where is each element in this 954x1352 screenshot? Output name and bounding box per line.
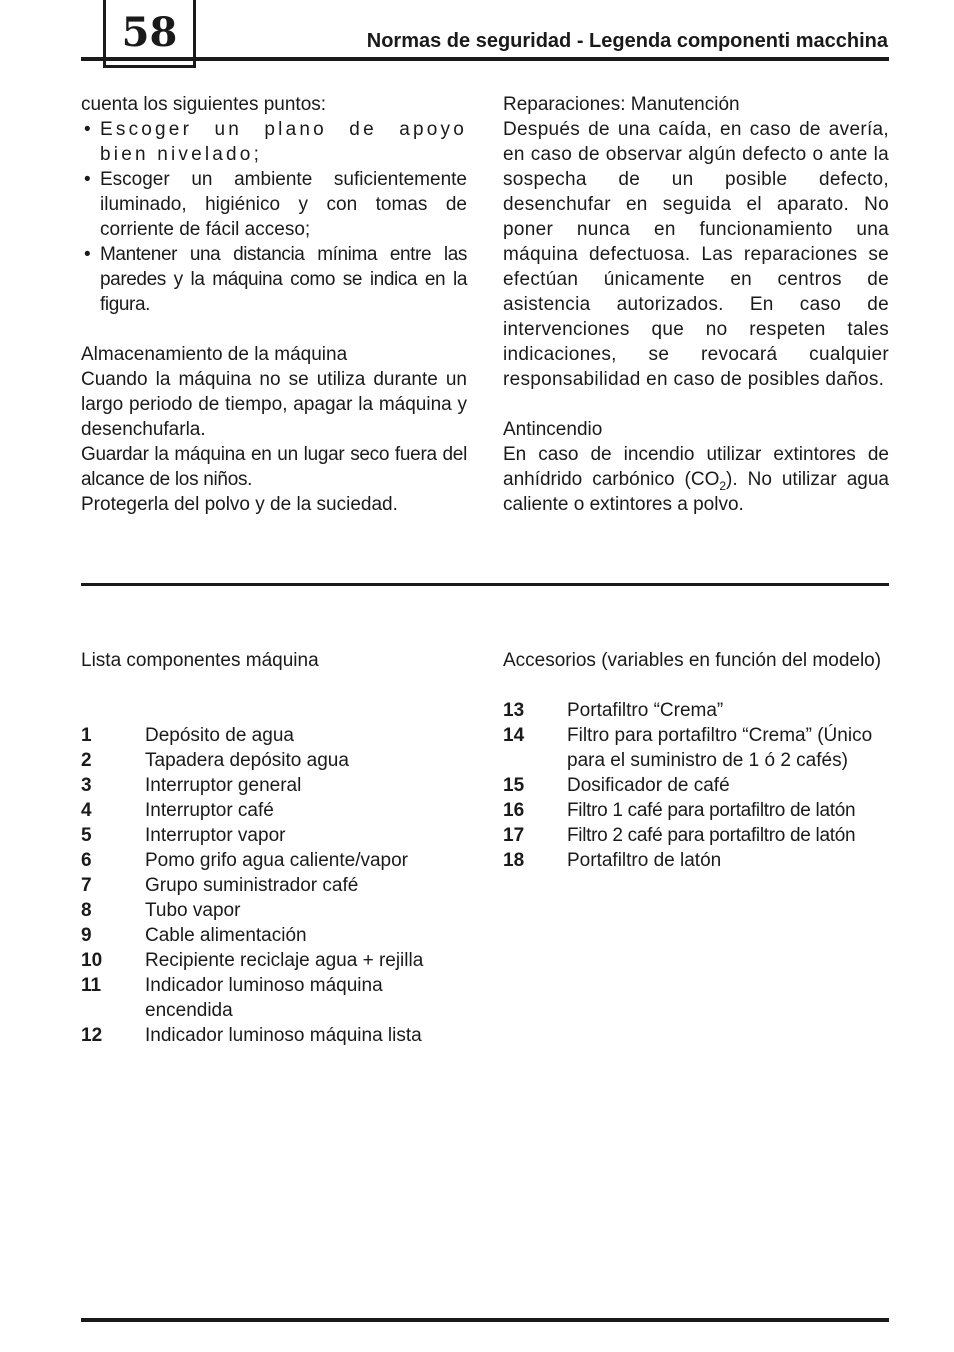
- component-label: Indicador luminoso máquina encendida: [145, 975, 383, 1021]
- components-list: [81, 723, 467, 1048]
- header-rule: [81, 57, 889, 61]
- accessory-label: Filtro 2 café para portafiltro de latón: [567, 825, 856, 846]
- repairs-text: Después de una caída, en caso de avería, en caso de observar algún defecto o ante la sospecha de un posible defecto, desenchufar en seguida el aparato. No poner nunca en funcionamiento una máquina defectuosa. Las reparaciones se efectúan únicamente en centros de asistencia autorizados. En caso de intervenciones que no respeten tales indicaciones, se revocará cualquier responsabilidad en caso de posibles daños.: [503, 119, 889, 390]
- accessory-label: Portafiltro de latón: [567, 850, 722, 871]
- list-item: [81, 898, 467, 923]
- component-number: 6: [81, 850, 92, 871]
- section-divider: [81, 583, 889, 586]
- component-number: 4: [81, 800, 92, 821]
- component-number: 8: [81, 900, 92, 921]
- list-item: [81, 1023, 467, 1048]
- accessory-label: Portafiltro “Crema”: [567, 700, 724, 721]
- component-label: Pomo grifo agua caliente/vapor: [145, 850, 408, 871]
- accessory-number: 18: [503, 850, 525, 871]
- component-label: Interruptor vapor: [145, 825, 286, 846]
- safety-right-column: [503, 92, 889, 517]
- component-number: 3: [81, 775, 92, 796]
- storage-paragraph: Guardar la máquina en un lugar seco fuera del alcance de los niños.: [81, 444, 467, 490]
- placement-bullets: [81, 117, 467, 317]
- list-item: [503, 773, 889, 798]
- component-label: Recipiente reciclaje agua + rejilla: [145, 950, 424, 971]
- accessories-column: [503, 648, 889, 873]
- list-item: [503, 823, 889, 848]
- bullet-item: • Escoger un plano de apoyo bien nivelado;: [81, 117, 467, 167]
- accessory-label: Filtro para portafiltro “Crema” (Único para el suministro de 1 ó 2 cafés): [567, 725, 873, 771]
- storage-heading: Almacenamiento de la máquina: [81, 344, 348, 365]
- component-number: 11: [81, 975, 102, 996]
- components-column: [81, 648, 467, 1048]
- list-item: [81, 873, 467, 898]
- bullet-item: • Escoger un ambiente suficientemente iluminado, higiénico y con tomas de corriente de fácil acceso;: [81, 167, 467, 242]
- list-item: [81, 973, 467, 1023]
- accessory-number: 16: [503, 800, 525, 821]
- accessory-number: 15: [503, 775, 525, 796]
- component-number: 10: [81, 950, 103, 971]
- fire-text-start: En caso de incendio utilizar extintores de anhídrido carbónico (CO: [503, 444, 889, 490]
- component-number: 2: [81, 750, 92, 771]
- component-label: Cable alimentación: [145, 925, 307, 946]
- component-number: 12: [81, 1025, 103, 1046]
- component-label: Indicador luminoso máquina lista: [145, 1025, 422, 1046]
- accessories-heading: Accesorios (variables en función del modelo): [503, 650, 882, 671]
- accessory-number: 13: [503, 700, 525, 721]
- list-item: [81, 923, 467, 948]
- accessory-label: Filtro 1 café para portafiltro de latón: [567, 800, 856, 821]
- fire-text-end: ). No utilizar agua caliente o extintores a polvo.: [503, 469, 889, 515]
- component-label: Interruptor café: [145, 800, 274, 821]
- repairs-heading: Reparaciones: Manutención: [503, 94, 740, 115]
- components-heading: Lista componentes máquina: [81, 650, 319, 671]
- list-item: [81, 823, 467, 848]
- list-item: [81, 948, 467, 973]
- list-item: [81, 723, 467, 748]
- list-item: [503, 798, 889, 823]
- component-number: 5: [81, 825, 92, 846]
- intro-text: cuenta los siguientes puntos:: [81, 94, 327, 115]
- list-item: [81, 748, 467, 773]
- accessory-label: Dosificador de café: [567, 775, 730, 796]
- list-item: [503, 698, 889, 723]
- component-label: Interruptor general: [145, 775, 302, 796]
- component-number: 1: [81, 725, 92, 746]
- storage-paragraph: Protegerla del polvo y de la suciedad.: [81, 494, 398, 515]
- accessory-number: 14: [503, 725, 525, 746]
- component-label: Grupo suministrador café: [145, 875, 359, 896]
- list-item: [503, 723, 889, 773]
- accessory-number: 17: [503, 825, 525, 846]
- component-number: 7: [81, 875, 92, 896]
- safety-left-column: [81, 92, 467, 517]
- fire-text: [503, 442, 889, 517]
- list-item: [81, 798, 467, 823]
- component-label: Tubo vapor: [145, 900, 241, 921]
- component-label: Depósito de agua: [145, 725, 294, 746]
- page-number: 58: [121, 8, 178, 56]
- storage-paragraph: Cuando la máquina no se utiliza durante un largo periodo de tiempo, apagar la máquina y desenchufarla.: [81, 369, 467, 440]
- component-number: 9: [81, 925, 92, 946]
- bullet-item: • Mantener una distancia mínima entre las paredes y la máquina como se indica en la figura.: [81, 242, 467, 317]
- header-title: Normas de seguridad - Legenda componenti macchina: [366, 30, 888, 52]
- list-item: [503, 848, 889, 873]
- accessories-list: [503, 698, 889, 873]
- list-item: [81, 848, 467, 873]
- fire-heading: Antincendio: [503, 419, 603, 440]
- co2-subscript: 2: [719, 478, 727, 493]
- list-item: [81, 773, 467, 798]
- component-label: Tapadera depósito agua: [145, 750, 349, 771]
- footer-rule: [81, 1318, 889, 1322]
